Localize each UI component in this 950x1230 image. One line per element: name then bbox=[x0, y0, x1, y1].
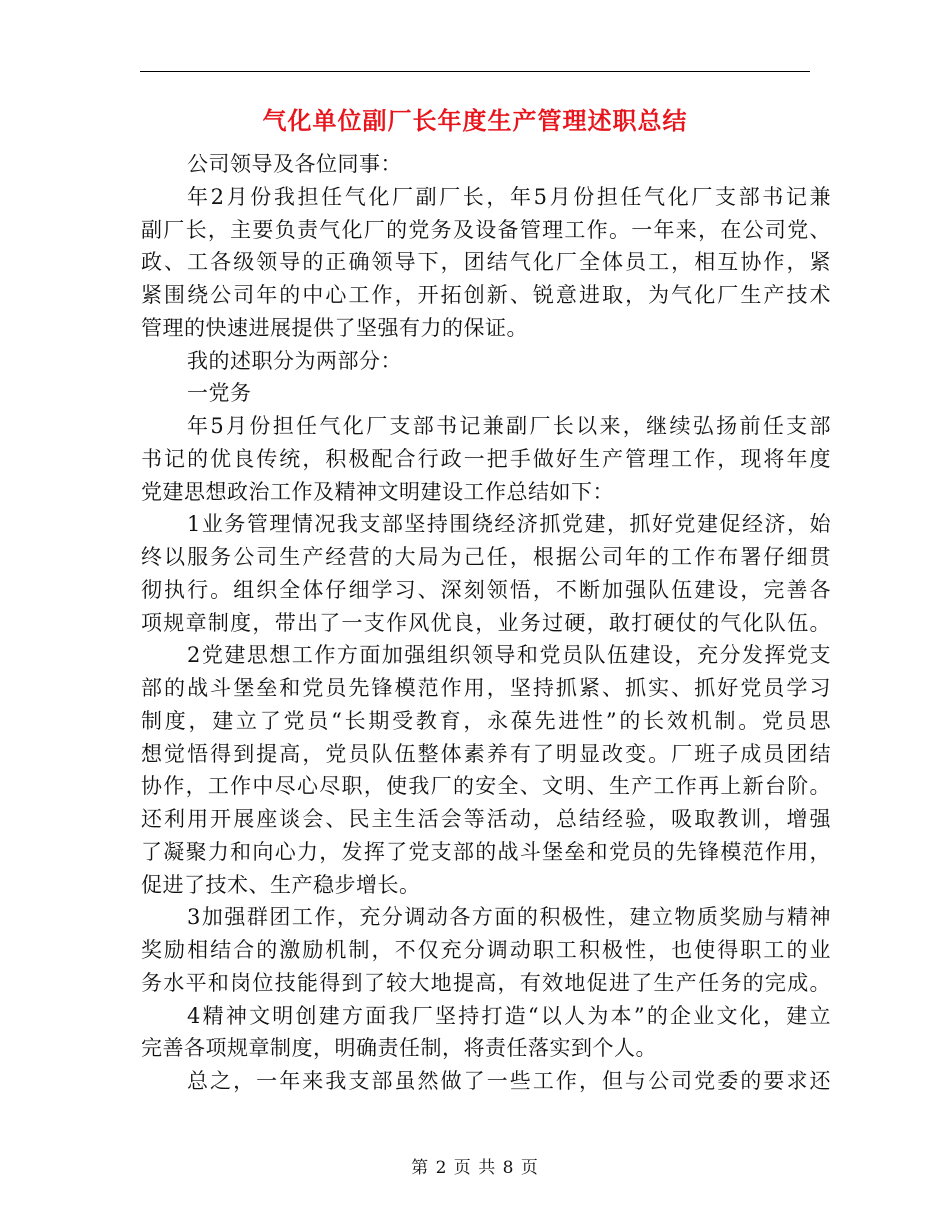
document-body bbox=[141, 148, 831, 1098]
text-line: 年5月份担任气化厂支部书记兼副厂长以来，继续弘扬前任支部 bbox=[187, 414, 831, 438]
text-line: 一党务 bbox=[187, 381, 252, 406]
text-line: 我的述职分为两部分： bbox=[187, 348, 402, 373]
text-line: 1业务管理情况我支部坚持围绕经济抓党建，抓好党建促经济，始 bbox=[187, 512, 831, 537]
text-line: 协作，工作中尽心尽职，使我厂的安全、文明、生产工作再上新台阶。 bbox=[141, 774, 831, 799]
text-line: 了凝聚力和向心力，发挥了党支部的战斗堡垒和党员的先锋模范作用， bbox=[141, 839, 831, 864]
text-line: 紧围绕公司年的中心工作，开拓创新、锐意进取，为气化厂生产技术 bbox=[141, 283, 831, 307]
text-line: 书记的优良传统，积极配合行政一把手做好生产管理工作，现将年度 bbox=[141, 446, 831, 471]
text-line: 公司领导及各位同事： bbox=[187, 152, 402, 176]
text-line: 党建思想政治工作及精神文明建设工作总结如下： bbox=[141, 479, 614, 504]
text-line: 想觉悟得到提高，党员队伍整体素养有了明显改变。厂班子成员团结 bbox=[141, 741, 831, 766]
text-line: 3加强群团工作，充分调动各方面的积极性，建立物质奖励与精神 bbox=[187, 905, 831, 930]
text-line: 制度，建立了党员“长期受教育，永葆先进性”的长效机制。党员思 bbox=[141, 708, 831, 733]
document-title: 气化单位副厂长年度生产管理述职总结 bbox=[262, 107, 688, 135]
text-line: 管理的快速进展提供了坚强有力的保证。 bbox=[141, 315, 528, 340]
text-line: 还利用开展座谈会、民主生活会等活动，总结经验，吸取教训，增强 bbox=[141, 807, 831, 831]
text-line: 2党建思想工作方面加强组织领导和党员队伍建设，充分发挥党支 bbox=[187, 643, 831, 668]
text-line: 务水平和岗位技能得到了较大地提高，有效地促进了生产任务的完成。 bbox=[141, 970, 831, 995]
text-line: 彻执行。组织全体仔细学习、深刻领悟，不断加强队伍建设，完善各 bbox=[141, 577, 831, 602]
text-line: 促进了技术、生产稳步增长。 bbox=[141, 872, 421, 897]
text-line: 完善各项规章制度，明确责任制，将责任落实到个人。 bbox=[141, 1036, 657, 1061]
text-line: 项规章制度，带出了一支作风优良，业务过硬，敢打硬仗的气化队伍。 bbox=[141, 610, 831, 635]
text-line: 4精神文明创建方面我厂坚持打造“以人为本”的企业文化，建立 bbox=[187, 1003, 831, 1028]
text-line: 总之，一年来我支部虽然做了一些工作，但与公司党委的要求还 bbox=[187, 1069, 831, 1093]
text-line: 政、工各级领导的正确领导下，团结气化厂全体员工，相互协作，紧 bbox=[141, 250, 831, 275]
page-footer: 第 2 页 共 8 页 bbox=[411, 1158, 539, 1178]
text-line: 部的战斗堡垒和党员先锋模范作用，坚持抓紧、抓实、抓好党员学习 bbox=[141, 676, 831, 700]
text-line: 年2月份我担任气化厂副厂长，年5月份担任气化厂支部书记兼 bbox=[187, 184, 831, 209]
text-line: 副厂长，主要负责气化厂的党务及设备管理工作。一年来，在公司党、 bbox=[141, 217, 831, 242]
text-line: 终以服务公司生产经营的大局为己任，根据公司年的工作布署仔细贯 bbox=[141, 545, 831, 569]
header-rule bbox=[140, 71, 810, 72]
text-line: 奖励相结合的激励机制，不仅充分调动职工积极性，也使得职工的业 bbox=[141, 938, 831, 962]
